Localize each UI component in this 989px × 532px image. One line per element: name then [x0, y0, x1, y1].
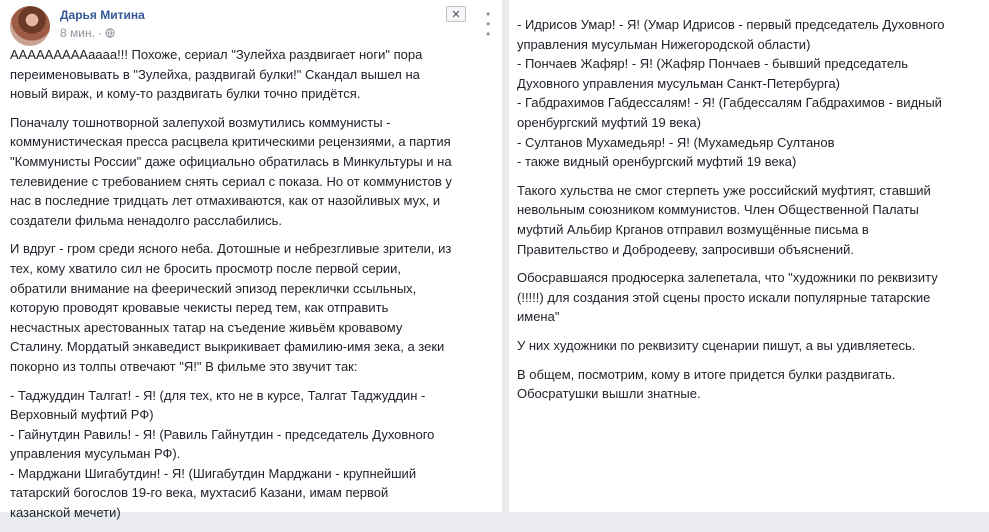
post-paragraph [10, 239, 492, 376]
author-name[interactable]: Дарья Митина [60, 8, 145, 22]
globe-icon[interactable] [105, 28, 115, 38]
text-line: Сталину. Мордатый энкаведист выкрикивает фамилию-имя зека, а зеки [10, 339, 445, 355]
text-line: несчастных арестованных татар на съедение живьём кровавому [10, 319, 403, 335]
post-paragraph [517, 181, 977, 259]
text-line: Такого хульства не смог стерпеть уже российский муфтият, ставший [517, 182, 931, 198]
text-line: - Пончаев Жафяр! - Я! (Жафяр Пончаев - бывший председатель [517, 56, 909, 72]
post-text-right [517, 15, 977, 413]
text-line: "Коммунисты России" даже официально обратилась в Минкультуры и на [10, 153, 452, 169]
text-line: татарский богослов 19-го века, мухтасиб Казани, имам первой [10, 485, 389, 501]
text-line: И вдруг - гром среди ясного неба. Дотошные и небрезгливые зрители, из [10, 241, 452, 257]
text-line: - Габдрахимов Габдессалям! - Я! (Габдессалям Габдрахимов - видный [517, 95, 942, 111]
post-paragraph [517, 365, 977, 404]
text-line: Обосравшаяся продюсерка залепетала, что "художники по реквизиту [517, 270, 938, 286]
text-line: коммунистическая пресса расцвела критическими рецензиями, а партия [10, 134, 451, 150]
post-card-left [0, 0, 502, 521]
post-card-right [509, 0, 989, 512]
text-line: создатели фильма ненадолго расслабились. [10, 212, 283, 228]
text-line: - Марджани Шигабутдин! - Я! (Шигабутдин Марджани - крупнейший [10, 465, 417, 481]
post-header [10, 6, 490, 46]
post-timestamp[interactable]: 8 мин. [60, 26, 95, 40]
text-line: Верховный муфтий РФ) [10, 407, 154, 423]
text-line: - Идрисов Умар! - Я! (Умар Идрисов - первый председатель Духовного [517, 17, 945, 32]
text-line: невольным союзником коммунистов. Член Общественной Палаты [517, 202, 919, 218]
text-line: казанской мечети) [10, 505, 121, 521]
text-line: нас в последние тридцать лет отмахиваются, как от назойливых мух, и [10, 193, 441, 209]
post-paragraph [10, 113, 492, 231]
post-meta [60, 26, 115, 40]
text-line: имена" [517, 309, 560, 325]
close-icon: ✕ [451, 8, 461, 21]
text-line: управления мусульман Нижегородской области) [517, 36, 811, 52]
text-line: которую проводят кровавые чекисты перед тем, как отправить [10, 300, 389, 316]
more-options-icon[interactable]: • • • [486, 7, 491, 41]
post-paragraph [10, 386, 492, 523]
text-line: муфтий Альбир Крганов отправил возмущённые письма в [517, 221, 869, 237]
text-line: телевидение с требованием снять сериал с показа. Но от коммунистов у [10, 173, 452, 189]
avatar[interactable] [10, 6, 50, 46]
post-paragraph [10, 45, 492, 104]
text-line: (!!!!!) для создания этой сцены просто искали популярные татарские [517, 289, 931, 305]
text-line: управления мусульман РФ). [10, 446, 181, 462]
text-line: Духовного управления мусульман Санкт-Петербурга) [517, 75, 841, 91]
text-line: тех, кому хватило сил не бросить просмотр после первой серии, [10, 260, 402, 276]
text-line: Правительство и Добродееву, запросивши объяснений. [517, 241, 855, 257]
post-paragraph [517, 268, 977, 327]
text-line: покорно из толпы отвечают "Я!" В фильме это звучит так: [10, 358, 358, 374]
post-text-left [10, 45, 492, 532]
text-line: АААААААААаааа!!! Похоже, сериал "Зулейха раздвигает ноги" пора [10, 47, 423, 62]
text-line: новый вираж, и кому-то раздвигать булки точно придётся. [10, 86, 361, 102]
text-line: переименовывать в "Зулейха, раздвигай булки!" Скандал вышел на [10, 66, 420, 82]
text-line: Поначалу тошнотворной залепухой возмутились коммунисты - [10, 114, 391, 130]
text-line: обратили внимание на феерический эпизод переклички ссыльных, [10, 280, 417, 296]
text-line: У них художники по реквизиту сценарии пишут, а вы удивляетесь. [517, 337, 916, 353]
text-line: - также видный оренбургский муфтий 19 века) [517, 154, 797, 170]
text-line: - Таджуддин Талгат! - Я! (для тех, кто не в курсе, Талгат Таджуддин - [10, 387, 426, 403]
text-line: - Султанов Мухамедьяр! - Я! (Мухамедьяр Султанов [517, 134, 835, 150]
text-line: В общем, посмотрим, кому в итоге придется булки раздвигать. [517, 366, 896, 382]
text-line: Обосратушки вышли знатные. [517, 386, 701, 402]
post-paragraph [517, 336, 977, 356]
text-line: - Гайнутдин Равиль! - Я! (Равиль Гайнутдин - председатель Духовного [10, 426, 435, 442]
meta-separator: · [97, 26, 102, 40]
post-paragraph [517, 15, 977, 172]
text-line: оренбургский муфтий 19 века) [517, 114, 701, 130]
close-button[interactable] [446, 6, 466, 22]
